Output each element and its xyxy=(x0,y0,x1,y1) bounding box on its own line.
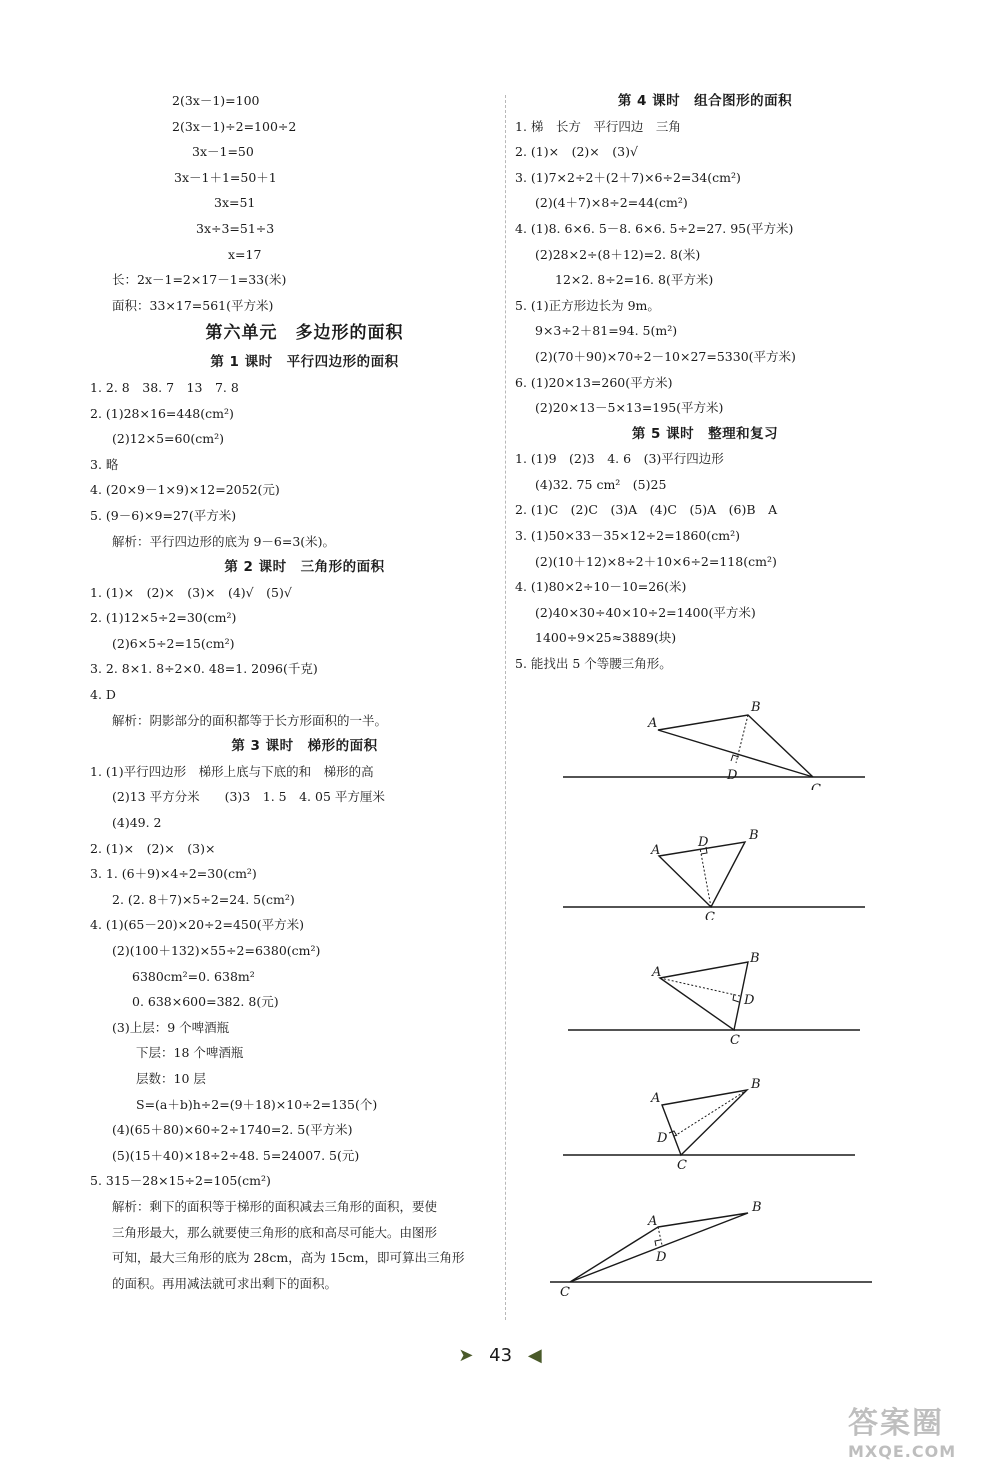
answer-line: 解析：平行四边形的底为 9－6=3(米)。 xyxy=(112,533,336,549)
answer-line: (2)(70＋90)×70÷2－10×27=5330(平方米) xyxy=(535,348,796,364)
page-number xyxy=(0,1345,1000,1366)
answer-line: 长：2x－1=2×17－1=33(米) xyxy=(112,272,287,288)
answer-line: 3. (1)50×33－35×12÷2=1860(cm²) xyxy=(515,528,741,543)
lesson-heading: 第 3 课时 梯形的面积 xyxy=(231,738,378,755)
answer-line: 12×2. 8÷2=16. 8(平方米) xyxy=(555,272,714,288)
answer-line: 5. (1)正方形边长为 9m。 xyxy=(515,297,660,313)
label-d: D xyxy=(727,768,738,783)
label-a: A xyxy=(651,843,661,858)
label-a: A xyxy=(652,965,662,980)
answer-line: 2. (2. 8＋7)×5÷2=24. 5(cm²) xyxy=(112,891,295,907)
answer-line: (5)(15＋40)×18÷2÷48. 5=24007. 5(元) xyxy=(112,1147,360,1163)
answer-line: 2. (1)× (2)× (3)× xyxy=(90,840,216,856)
answer-line: 解析：剩下的面积等于梯形的面积减去三角形的面积，要使 xyxy=(112,1198,438,1214)
answer-line: 4. (1)(65－20)×20÷2=450(平方米) xyxy=(90,917,305,933)
answer-line: 3. 略 xyxy=(90,456,119,472)
label-d: D xyxy=(698,835,709,850)
label-b: B xyxy=(751,1077,761,1092)
watermark-url: MXQE.COM xyxy=(848,1442,957,1461)
answer-line: 5. 能找出 5 个等腰三角形。 xyxy=(515,656,672,671)
answer-line: (2)6×5÷2=15(cm²) xyxy=(112,635,235,651)
answer-line: 6380cm²=0. 638m² xyxy=(132,968,255,984)
label-d: D xyxy=(744,993,755,1008)
label-d: D xyxy=(657,1131,668,1146)
label-a: A xyxy=(651,1091,661,1106)
label-c: C xyxy=(560,1285,570,1300)
answer-line: 3. 1. (6＋9)×4÷2=30(cm²) xyxy=(90,866,257,882)
answer-line: 1. (1)× (2)× (3)× (4)√ (5)√ xyxy=(90,584,292,600)
answer-line: 1. 2. 8 38. 7 13 7. 8 xyxy=(90,379,239,395)
label-b: B xyxy=(750,951,760,966)
answer-line: (2)(10＋12)×8÷2＋10×6÷2=118(cm²) xyxy=(535,553,777,569)
answer-line: 4. (20×9－1×9)×12=2052(元) xyxy=(90,482,280,498)
right-arrow-icon: ➤ xyxy=(458,1345,474,1366)
answer-line: 9×3÷2＋81=94. 5(m²) xyxy=(535,323,678,339)
answer-line: 3. 2. 8×1. 8÷2×0. 48=1. 2096(千克) xyxy=(90,661,318,677)
answer-line: 5. 315－28×15÷2=105(cm²) xyxy=(90,1173,271,1189)
label-b: B xyxy=(749,828,759,843)
answer-line: 2. (1)28×16=448(cm²) xyxy=(90,405,234,421)
triangle-figure-5 xyxy=(550,1195,880,1304)
answer-line: 6. (1)20×13=260(平方米) xyxy=(515,374,673,390)
label-c: C xyxy=(705,910,715,920)
answer-line: 4. (1)80×2÷10－10=26(米) xyxy=(515,579,687,595)
answer-line: 3x－1＋1=50＋1 xyxy=(174,169,277,185)
answer-line: (2)20×13－5×13=195(平方米) xyxy=(535,400,724,416)
label-a: A xyxy=(648,1214,658,1229)
lesson-heading: 第 1 课时 平行四边形的面积 xyxy=(210,354,399,371)
answer-line: 层数：10 层 xyxy=(136,1070,206,1086)
lesson-heading: 第 2 课时 三角形的面积 xyxy=(224,559,385,576)
label-b: B xyxy=(752,1200,762,1215)
page-number-value: 43 xyxy=(489,1345,513,1366)
answer-line: (2)(4＋7)×8÷2=44(cm²) xyxy=(535,195,688,211)
answer-line: 1. (1)9 (2)3 4. 6 (3)平行四边形 xyxy=(515,451,724,467)
answer-line: 2. (1)12×5÷2=30(cm²) xyxy=(90,610,237,626)
left-arrow-icon: ◀ xyxy=(527,1345,542,1366)
answer-line: 面积：33×17=561(平方米) xyxy=(112,297,274,313)
answer-line: 1. 梯 长方 平行四边 三角 xyxy=(515,118,681,134)
answer-line: 5. (9－6)×9=27(平方米) xyxy=(90,507,237,523)
answer-line: 4. D xyxy=(90,687,116,702)
answer-line: 下层：18 个啤酒瓶 xyxy=(136,1045,244,1061)
answer-line: 3x÷3=51÷3 xyxy=(196,221,275,236)
watermark-logo xyxy=(848,1398,978,1460)
answer-line: 2(3x－1)÷2=100÷2 xyxy=(172,118,297,134)
lesson-heading: 第 4 课时 组合图形的面积 xyxy=(617,93,793,109)
answer-line: S=(a＋b)h÷2=(9＋18)×10÷2=135(个) xyxy=(136,1096,378,1112)
answer-line: 3x－1=50 xyxy=(192,144,254,160)
triangle-figure-1 xyxy=(555,695,875,794)
label-a: A xyxy=(648,716,658,731)
answer-line: 2. (1)× (2)× (3)√ xyxy=(515,144,638,160)
triangle-figure-2 xyxy=(555,820,875,924)
answer-line: 可知，最大三角形的底为 28cm，高为 15cm，即可算出三角形 xyxy=(112,1250,465,1266)
label-b: B xyxy=(751,700,761,715)
answer-line: (2)40×30÷40×10÷2=1400(平方米) xyxy=(535,604,756,620)
answer-line: (4)(65＋80)×60÷2÷1740=2. 5(平方米) xyxy=(112,1122,353,1138)
watermark-title: 答案圈 xyxy=(848,1406,944,1441)
answer-line: (2)28×2÷(8＋12)=2. 8(米) xyxy=(535,246,701,262)
answer-line: (4)32. 75 cm² (5)25 xyxy=(535,476,667,492)
answer-line: 4. (1)8. 6×6. 5－8. 6×6. 5÷2=27. 95(平方米) xyxy=(515,220,794,236)
answer-line: 3x=51 xyxy=(214,195,256,211)
answer-line: (3)上层：9 个啤酒瓶 xyxy=(112,1019,230,1035)
answer-line: (2)(100＋132)×55÷2=6380(cm²) xyxy=(112,942,321,958)
label-d: D xyxy=(656,1250,667,1265)
answer-line: 1. (1)平行四边形 梯形上底与下底的和 梯形的高 xyxy=(90,763,374,779)
unit-heading: 第六单元 多边形的面积 xyxy=(205,323,404,344)
answer-line: 2. (1)C (2)C (3)A (4)C (5)A (6)B A xyxy=(515,502,778,518)
lesson-heading: 第 5 课时 整理和复习 xyxy=(631,425,779,442)
answer-line: (4)49. 2 xyxy=(112,814,162,830)
triangle-figure-4 xyxy=(555,1072,875,1176)
answer-line: x=17 xyxy=(228,246,262,262)
answer-line: (2)13 平方分米 (3)3 1. 5 4. 05 平方厘米 xyxy=(112,789,385,805)
label-c: C xyxy=(811,782,821,790)
answer-line: 3. (1)7×2÷2＋(2＋7)×6÷2=34(cm²) xyxy=(515,169,741,185)
label-c: C xyxy=(677,1158,687,1172)
triangle-figure-3 xyxy=(560,948,880,1052)
column-divider xyxy=(505,95,506,1320)
answer-line: (2)12×5=60(cm²) xyxy=(112,431,225,447)
answer-line: 三角形最大，那么就要使三角形的底和高尽可能大。由图形 xyxy=(112,1224,438,1240)
answer-line: 1400÷9×25≈3889(块) xyxy=(535,630,677,646)
answer-line: 2(3x－1)=100 xyxy=(172,93,260,108)
answer-line: 0. 638×600=382. 8(元) xyxy=(132,994,279,1010)
answer-line: 的面积。再用减法就可求出剩下的面积。 xyxy=(112,1275,338,1291)
answer-line: 解析：阴影部分的面积都等于长方形面积的一半。 xyxy=(112,712,388,728)
label-c: C xyxy=(730,1033,740,1048)
